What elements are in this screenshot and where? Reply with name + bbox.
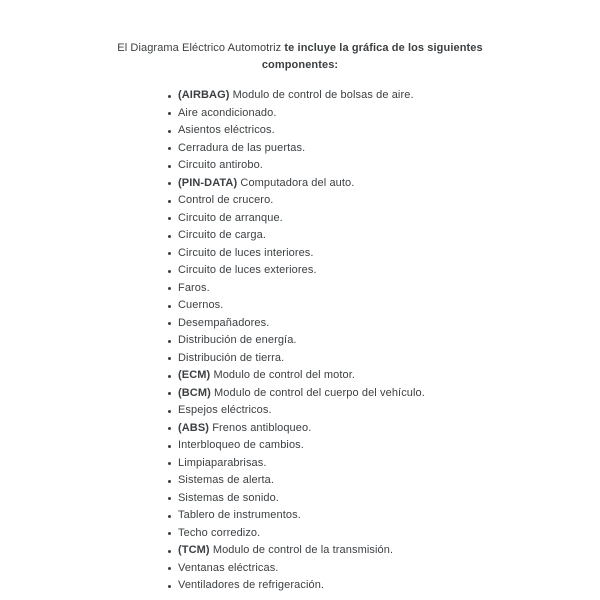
component-text: Modulo de control del cuerpo del vehículo. — [214, 386, 425, 399]
page-title — [0, 40, 600, 74]
component-text: Interbloqueo de cambios. — [178, 439, 304, 451]
list-item — [167, 210, 600, 228]
list-item — [167, 332, 600, 350]
list-item — [167, 385, 600, 403]
component-text: Circuito de carga. — [178, 229, 267, 241]
component-code: (PIN-DATA) — [178, 176, 241, 189]
component-text: Desempañadores. — [178, 316, 270, 329]
component-text: Aire acondicionado. — [178, 106, 277, 119]
list-item — [167, 525, 600, 543]
list-item — [167, 350, 600, 368]
list-item — [167, 560, 600, 578]
component-text: Circuito de arranque. — [178, 211, 283, 224]
list-item — [167, 280, 600, 298]
list-item — [167, 472, 600, 490]
list-item — [167, 437, 600, 455]
component-text: Frenos antibloqueo. — [212, 421, 312, 434]
component-text: Cerradura de las puertas. — [178, 141, 306, 154]
title-text-bold-line1: te incluye la gráfica de los siguientes — [284, 42, 483, 54]
list-item — [167, 140, 600, 158]
list-item — [167, 507, 600, 525]
component-code: (BCM) — [178, 386, 215, 399]
component-code: (TCM) — [178, 544, 213, 556]
list-item — [167, 297, 600, 315]
list-item — [167, 175, 600, 193]
component-text: Distribución de energía. — [178, 334, 297, 346]
component-text: Circuito de luces interiores. — [178, 246, 314, 259]
list-item — [167, 87, 600, 105]
list-item — [167, 402, 600, 420]
component-text: Circuito antirobo. — [178, 159, 263, 171]
component-text: Distribución de tierra. — [178, 351, 285, 364]
component-text: Sistemas de alerta. — [178, 474, 275, 486]
list-item — [167, 157, 600, 175]
component-text: Faros. — [178, 281, 210, 294]
list-item — [167, 455, 600, 473]
list-item — [167, 262, 600, 280]
component-text: Modulo de control de bolsas de aire. — [232, 89, 414, 101]
list-item — [167, 420, 600, 438]
component-text: Computadora del auto. — [240, 176, 355, 189]
title-text-bold-line2: componentes: — [261, 59, 339, 71]
component-text: Cuernos. — [178, 299, 224, 311]
list-item — [167, 245, 600, 263]
component-code: (AIRBAG) — [178, 89, 233, 101]
component-text: Techo corredizo. — [178, 526, 261, 539]
component-text: Limpiaparabrisas. — [178, 456, 267, 469]
component-text: Tablero de instrumentos. — [178, 509, 301, 521]
component-code: (ECM) — [178, 369, 214, 381]
component-text: Sistemas de sonido. — [178, 491, 279, 504]
list-item — [167, 315, 600, 333]
component-code: (ABS) — [178, 421, 213, 434]
list-item — [167, 577, 600, 595]
component-text: Circuito de luces exteriores. — [178, 264, 317, 276]
title-text-normal: El Diagrama Eléctrico Automotriz — [117, 42, 282, 54]
list-item — [167, 122, 600, 140]
list-item — [167, 490, 600, 508]
list-item — [167, 227, 600, 245]
list-item — [167, 542, 600, 560]
component-text: Modulo de control del motor. — [213, 369, 356, 381]
component-text: Asientos eléctricos. — [178, 124, 275, 136]
component-text: Ventiladores de refrigeración. — [178, 579, 325, 591]
components-list — [167, 87, 600, 595]
component-text: Modulo de control de la transmisión. — [212, 544, 394, 556]
list-item — [167, 105, 600, 123]
component-text: Control de crucero. — [178, 194, 274, 206]
list-item — [167, 192, 600, 210]
component-text: Ventanas eléctricas. — [178, 561, 279, 574]
list-item — [167, 367, 600, 385]
component-text: Espejos eléctricos. — [178, 404, 272, 416]
